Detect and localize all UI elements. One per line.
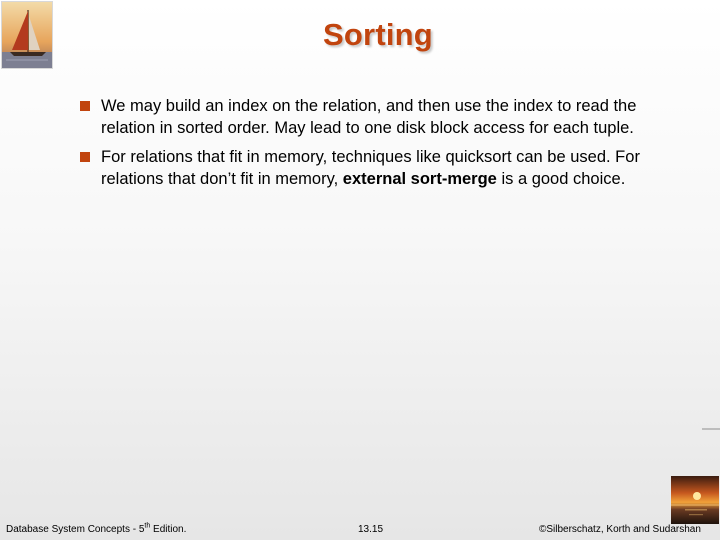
sunset-icon — [671, 476, 719, 524]
bullet-item — [80, 95, 680, 139]
bullet-text: is a good choice. — [496, 170, 626, 188]
footer-book-title: Database System Concepts - 5th Edition. — [6, 522, 187, 535]
bullet-text: For relations that fit in memory, techniques like quicksort can be used. For relations that don’t fit in memory, — [101, 148, 640, 188]
footer-copyright: ©Silberschatz, Korth and Sudarshan — [539, 524, 701, 535]
bullet-text: We may build an index on the relation, and then use the index to read the relation in sorted order. May lead to one disk block access for each tuple. — [101, 97, 637, 137]
side-marker — [702, 428, 720, 430]
square-bullet-icon — [80, 101, 90, 111]
footer-page-number: 13.15 — [358, 524, 384, 535]
sunset-image — [671, 476, 719, 524]
bullet-item — [80, 146, 680, 190]
bullet-list — [80, 95, 680, 197]
bullet-bold-term: external sort-merge — [342, 170, 497, 188]
slide-title: Sorting — [323, 17, 433, 52]
square-bullet-icon — [80, 152, 90, 162]
